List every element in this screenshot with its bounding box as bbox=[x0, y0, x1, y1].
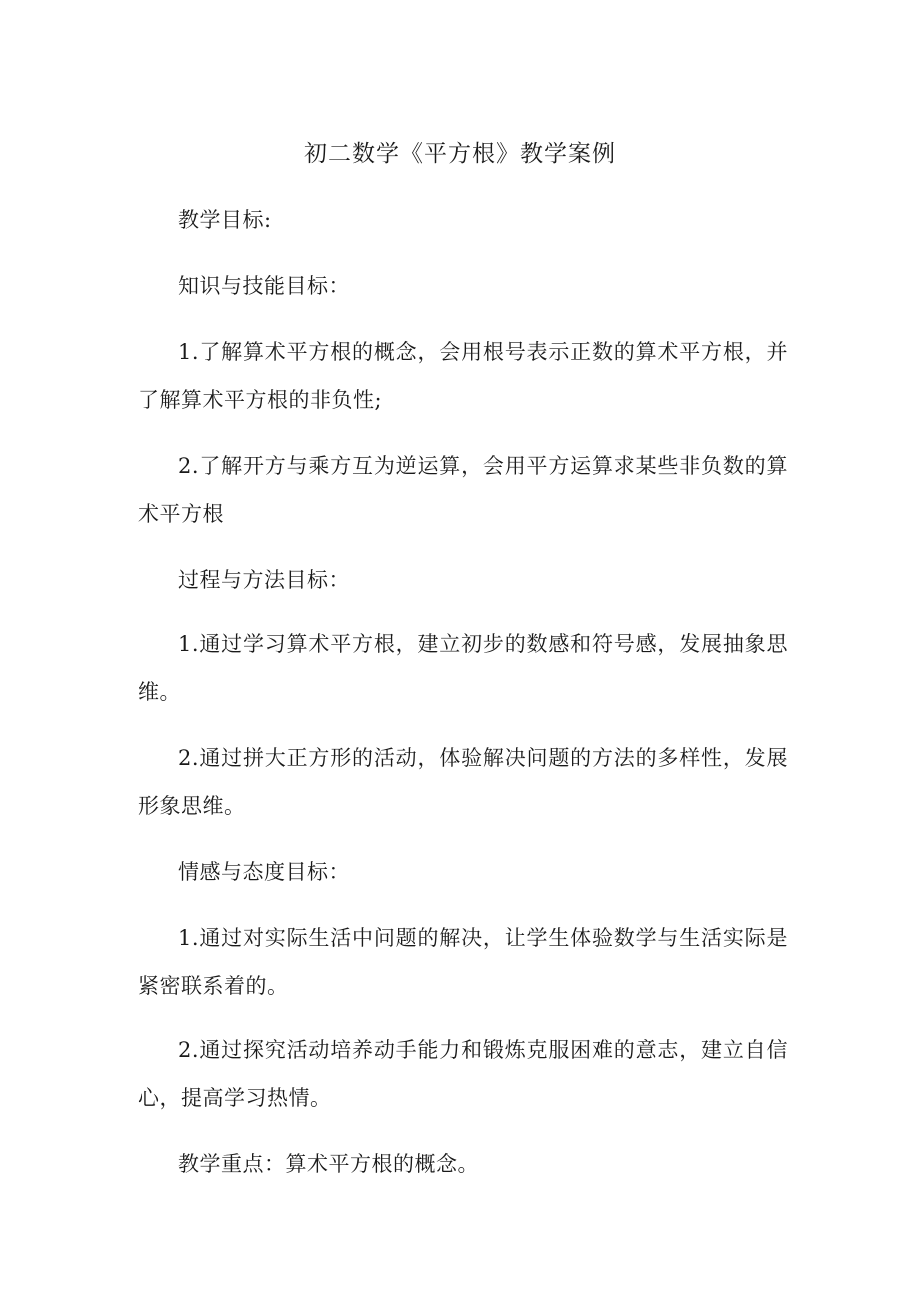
paragraph-process-item-1: 1.通过学习算术平方根，建立初步的数感和符号感，发展抽象思维。 bbox=[138, 632, 788, 704]
paragraph-emotion-item-1: 1.通过对实际生活中问题的解决，让学生体验数学与生活实际是紧密联系着的。 bbox=[138, 926, 788, 998]
paragraph-teaching-objectives: 教学目标: bbox=[178, 208, 272, 232]
paragraph-emotion-item-2: 2.通过探究活动培养动手能力和锻炼克服困难的意志，建立自信心，提高学习热情。 bbox=[138, 1038, 788, 1110]
paragraph-knowledge-skill-objectives: 知识与技能目标： bbox=[178, 274, 350, 298]
document-title: 初二数学《平方根》教学案例 bbox=[304, 141, 616, 167]
paragraph-knowledge-item-1: 1.了解算术平方根的概念，会用根号表示正数的算术平方根，并了解算术平方根的非负性; bbox=[138, 340, 788, 412]
paragraph-process-method-objectives: 过程与方法目标： bbox=[178, 568, 350, 592]
paragraph-teaching-focus: 教学重点：算术平方根的概念。 bbox=[178, 1152, 479, 1176]
paragraph-process-item-2: 2.通过拼大正方形的活动，体验解决问题的方法的多样性，发展形象思维。 bbox=[138, 746, 788, 818]
paragraph-emotion-attitude-objectives: 情感与态度目标： bbox=[178, 860, 350, 884]
paragraph-knowledge-item-2: 2.了解开方与乘方互为逆运算，会用平方运算求某些非负数的算术平方根 bbox=[138, 454, 788, 526]
